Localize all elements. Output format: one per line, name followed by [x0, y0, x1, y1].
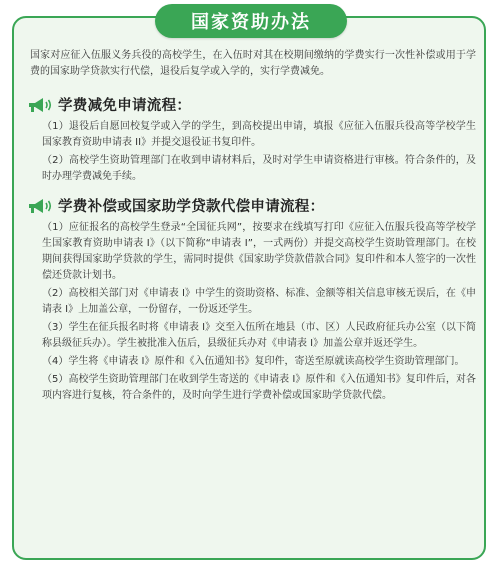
paragraph: （2）高校学生资助管理部门在收到申请材料后，及时对学生申请资格进行审核。符合条件的，及时办理学费减免手续。 [42, 155, 476, 182]
paragraph: （4）学生将《申请表 I》原件和《入伍通知书》复印件，寄送至原就读高校学生资助管理部门。 [42, 356, 465, 367]
page-title: 国家资助办法 [155, 4, 347, 38]
section-header-tuition-waiver [26, 94, 476, 115]
intro-text: 国家对应征入伍服义务兵役的高校学生，在入伍时对其在校期间缴纳的学费实行一次性补偿或用于学费的国家助学贷款实行代偿，退役后复学或入学的，实行学费减免。 [30, 50, 476, 77]
section-title-tuition-waiver: 学费减免申请流程： [58, 98, 192, 114]
section-title-compensation: 学费补偿或国家助学贷款代偿申请流程： [58, 199, 325, 215]
paragraph: （1）退役后自愿回校复学或入学的学生，到高校提出申请，填报《应征入伍服兵役高等学校学生国家教育资助申请表 II》并提交退役证书复印件。 [42, 121, 476, 148]
megaphone-icon [26, 96, 54, 114]
paragraph: （5）高校学生资助管理部门在收到学生寄送的《申请表 I》原件和《入伍通知书》复印件后，对各项内容进行复核，符合条件的，及时向学生进行学费补偿或国家助学贷款代偿。 [42, 374, 476, 401]
megaphone-icon [26, 197, 54, 215]
paragraph: （2）高校相关部门对《申请表 I》中学生的资助资格、标准、金额等相关信息审核无误后，在《申请表 I》上加盖公章，一份留存，一份返还学生。 [42, 288, 476, 315]
paragraph: （1）应征报名的高校学生登录“全国征兵网”，按要求在线填写打印《应征入伍服兵役高等学校学生国家教育资助申请表 I》（以下简称“申请表 I”，一式两份）并提交高校学生资助管理部门。在校期间获得国家助学贷款的学生，需同时提供《国家助学贷款借款合同》复印件和本人签字的一次性偿还贷款计划书。 [42, 222, 476, 281]
content-area [26, 44, 476, 406]
paragraph: （3）学生在征兵报名时将《申请表 I》交至入伍所在地县（市、区）人民政府征兵办公室（以下简称县级征兵办）。学生被批准入伍后，县级征兵办对《申请表 I》加盖公章并返还学生。 [42, 322, 476, 349]
section-header-compensation [26, 195, 476, 216]
